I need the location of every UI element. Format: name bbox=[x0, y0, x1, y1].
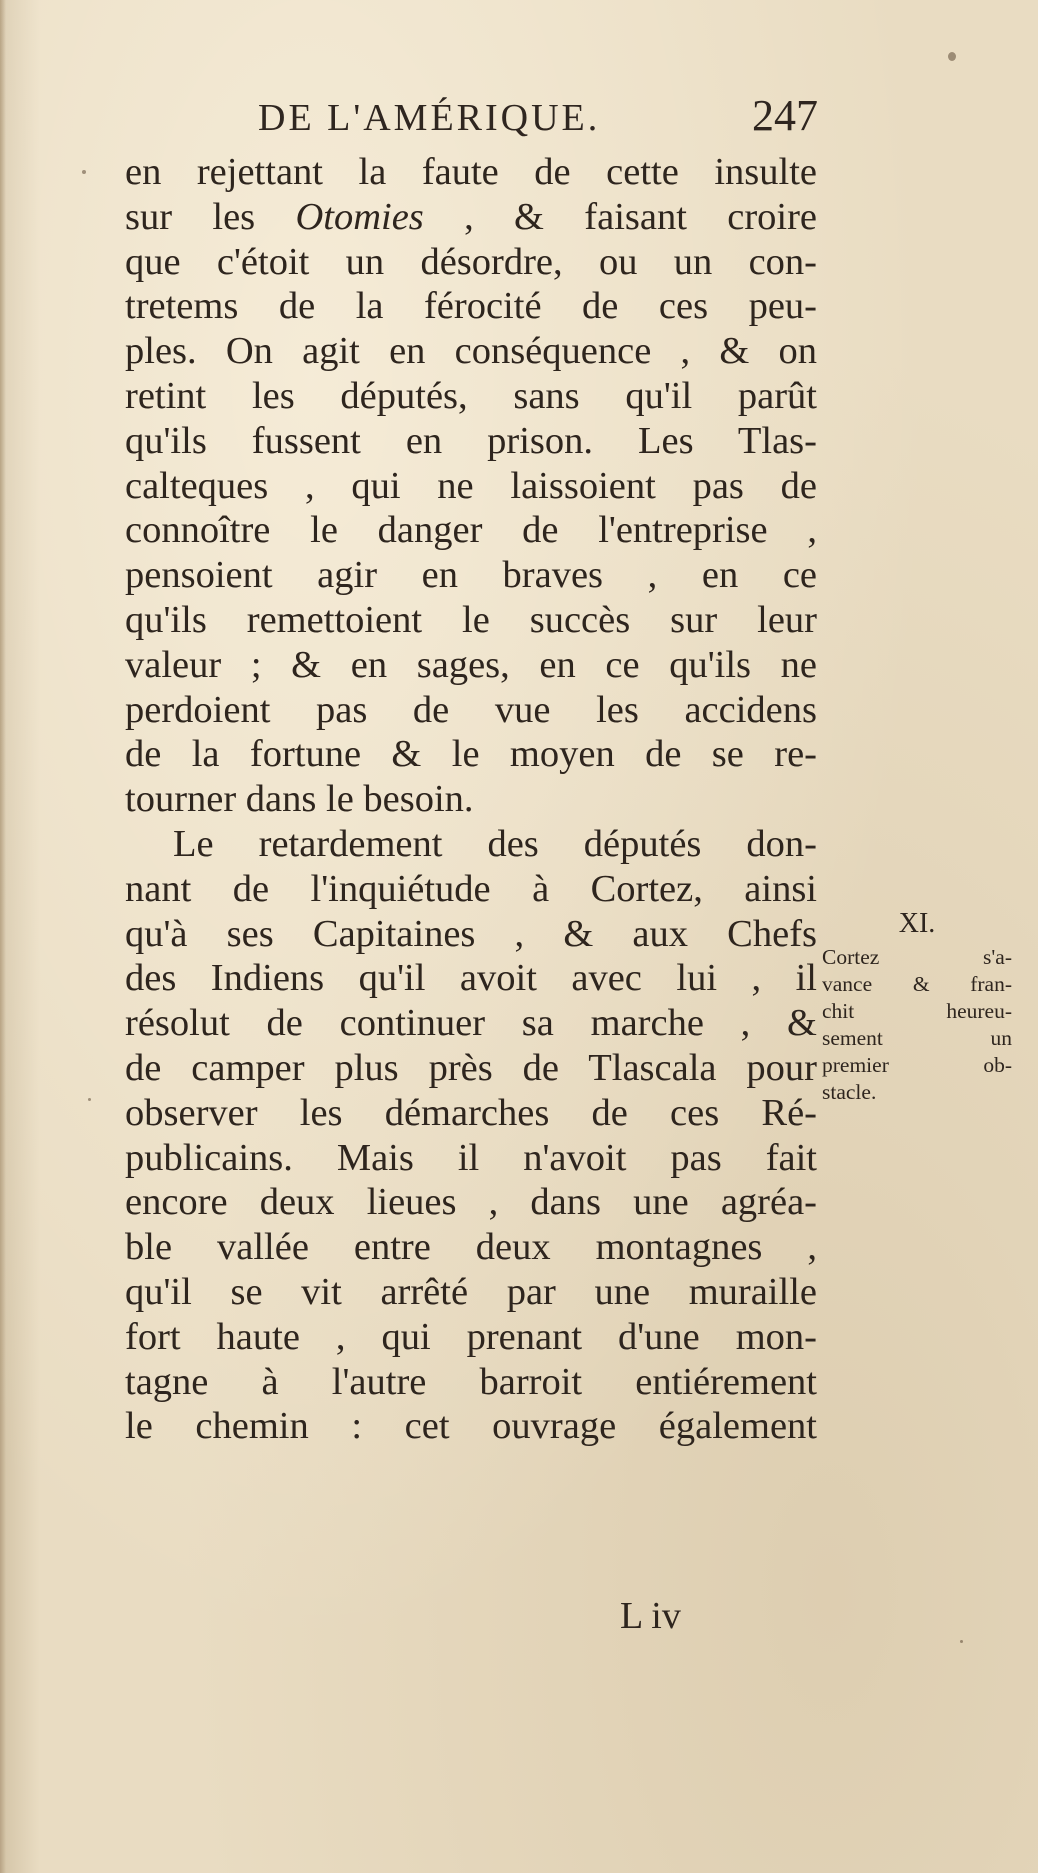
text-line: le chemin : cet ouvrage également bbox=[125, 1405, 817, 1448]
text-line: en rejettant la faute de cette insulte bbox=[125, 151, 817, 193]
marginal-note-line: premier ob- bbox=[822, 1053, 1012, 1077]
marginal-note-line: vance & fran- bbox=[822, 972, 1012, 996]
running-head: DE L'AMÉRIQUE. bbox=[258, 97, 601, 139]
page-header bbox=[258, 88, 818, 144]
text-line: observer les démarches de ces Ré- bbox=[125, 1091, 817, 1134]
italic-place-name: Otomies bbox=[295, 195, 424, 238]
text-line: qu'ils remettoient le succès sur leur bbox=[125, 598, 817, 641]
text-line-with-italic bbox=[125, 195, 817, 240]
text-line: ples. On agit en conséquence , & on bbox=[125, 330, 817, 373]
text-line: pensoient agir en braves , en ce bbox=[125, 554, 817, 597]
paper-speck bbox=[82, 170, 86, 174]
text-line: calteques , qui ne laissoient pas de bbox=[125, 464, 817, 507]
text-line: fort haute , qui prenant d'une mon- bbox=[125, 1315, 817, 1358]
main-text-column bbox=[125, 150, 817, 1449]
text-line: que c'étoit un désordre, ou un con- bbox=[125, 240, 817, 283]
text-line: nant de l'inquiétude à Cortez, ainsi bbox=[125, 867, 817, 910]
paper-speck bbox=[948, 52, 956, 61]
text-line: ble vallée entre deux montagnes , bbox=[125, 1226, 817, 1269]
paper-speck bbox=[960, 1640, 963, 1643]
page-edge-shadow bbox=[0, 0, 6, 1873]
text-line: résolut de continuer sa marche , & bbox=[125, 1002, 817, 1045]
text-line: qu'ils fussent en prison. Les Tlas- bbox=[125, 419, 817, 462]
text-line: connoître le danger de l'entreprise , bbox=[125, 509, 817, 552]
marginal-note-line: sement un bbox=[822, 1026, 1012, 1050]
text-line: de camper plus près de Tlascala pour bbox=[125, 1046, 817, 1089]
text-line: qu'il se vit arrêté par une muraille bbox=[125, 1270, 817, 1313]
text-fragment: , & faisant croire bbox=[423, 195, 817, 238]
text-line: de la fortune & le moyen de se re- bbox=[125, 733, 817, 776]
text-line: des Indiens qu'il avoit avec lui , il bbox=[125, 957, 817, 1000]
text-line: tagne à l'autre barroit entiérement bbox=[125, 1360, 817, 1403]
text-line: qu'à ses Capitaines , & aux Chefs bbox=[125, 912, 817, 955]
marginal-note-number: XI. bbox=[898, 908, 936, 939]
text-line: perdoient pas de vue les accidens bbox=[125, 688, 817, 731]
text-line: retint les députés, sans qu'il parût bbox=[125, 374, 817, 417]
text-line: valeur ; & en sages, en ce qu'ils ne bbox=[125, 643, 817, 686]
marginal-note-line: Cortez s'a- bbox=[822, 945, 1012, 969]
text-line: publicains. Mais il n'avoit pas fait bbox=[125, 1136, 817, 1179]
text-line: encore deux lieues , dans une agréa- bbox=[125, 1181, 817, 1224]
signature-mark: L iv bbox=[620, 1595, 681, 1637]
marginal-note-line: stacle. bbox=[822, 1080, 877, 1104]
text-fragment: sur les bbox=[125, 195, 296, 238]
paragraph-end-line: tourner dans le besoin. bbox=[125, 778, 474, 821]
page-number: 247 bbox=[752, 91, 818, 140]
paper-speck bbox=[88, 1098, 91, 1101]
text-line: tretems de la férocité de ces peu- bbox=[125, 285, 817, 328]
marginal-note bbox=[822, 906, 1012, 1106]
marginal-note-line: chit heureu- bbox=[822, 999, 1012, 1023]
paragraph-start-line: Le retardement des députés don- bbox=[173, 822, 817, 865]
